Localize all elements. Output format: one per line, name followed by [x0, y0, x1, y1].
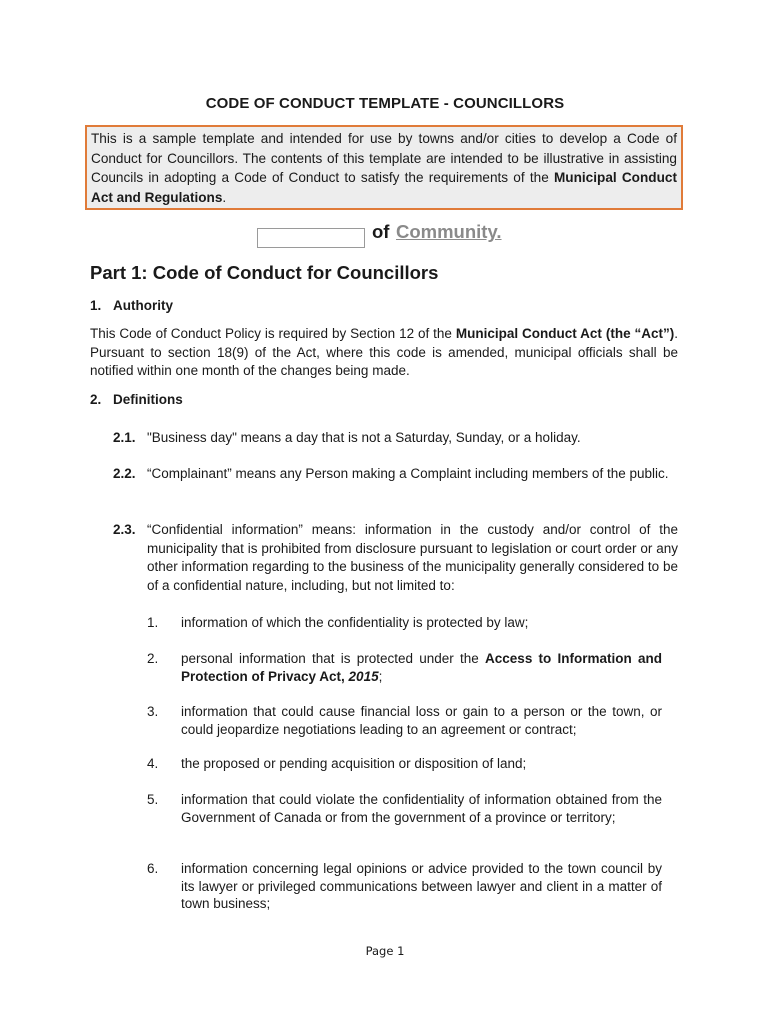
community-link[interactable]: Community.	[396, 221, 502, 242]
section-title: Authority	[113, 298, 173, 313]
authority-text-end: . Pursuant to section 18(9) of the Act, where this code is amended, municipal officials shall be notified within one month of the changes being made.	[90, 326, 678, 378]
list-text-end: ;	[378, 668, 383, 684]
privacy-act-year: 2015	[348, 668, 379, 684]
section-number: 1.	[90, 298, 102, 313]
section-heading-definitions	[90, 392, 183, 407]
list-item	[147, 614, 662, 632]
list-item	[147, 791, 662, 826]
privacy-act-name: Access to Information and Protection of Privacy Act,	[181, 651, 662, 684]
community-row	[0, 218, 770, 250]
list-item	[147, 860, 662, 913]
notice-act-name: Municipal Conduct Act and Regulations	[91, 170, 677, 205]
authority-act-name: Municipal Conduct Act (the “Act”)	[455, 326, 675, 341]
list-item	[147, 703, 662, 738]
template-notice	[85, 125, 683, 210]
definition-text: "Business day" means a day that is not a Saturday, Sunday, or a holiday.	[147, 430, 581, 445]
of-label: of	[372, 221, 390, 242]
definition-text: “Confidential information” means: information in the custody and/or control of the municipality that is prohibited from disclosure pursuant to legislation or court order or any other information regarding to the business of the municipality generally considered to be of a confidential nature, including, but not limited to:	[147, 522, 678, 593]
list-text: information that could cause financial loss or gain to a person or the town, or could jeopardize negotiations leading to an agreement or contract;	[181, 704, 662, 737]
list-number: 4.	[147, 756, 159, 771]
definition-number: 2.2.	[113, 466, 136, 481]
definition-item	[113, 429, 678, 448]
authority-paragraph	[90, 325, 678, 381]
list-number: 1.	[147, 615, 159, 630]
part-heading: Part 1: Code of Conduct for Councillors	[90, 262, 439, 283]
list-text-wrap	[181, 650, 662, 685]
list-text: the proposed or pending acquisition or disposition of land;	[181, 756, 527, 771]
list-item	[147, 650, 662, 685]
definition-text: “Complainant” means any Person making a Complaint including members of the public.	[147, 466, 669, 481]
section-title: Definitions	[113, 392, 183, 407]
authority-text: This Code of Conduct Policy is required by Section 12 of the	[90, 326, 456, 341]
list-text: personal information that is protected under the	[181, 651, 486, 666]
page-number: Page 1	[365, 944, 405, 958]
list-number: 2.	[147, 651, 159, 666]
definition-item	[113, 521, 678, 595]
list-number: 5.	[147, 792, 159, 807]
section-heading-authority	[90, 298, 173, 313]
notice-end: .	[222, 189, 227, 205]
town-name-input[interactable]	[257, 228, 365, 248]
section-number: 2.	[90, 392, 102, 407]
document-title: CODE OF CONDUCT TEMPLATE - COUNCILLORS	[205, 95, 565, 112]
list-number: 6.	[147, 861, 159, 876]
list-text: information of which the confidentiality is protected by law;	[181, 615, 529, 630]
list-text: information that could violate the confidentiality of information obtained from the Government of Canada or from the government of a province or territory;	[181, 792, 662, 825]
list-item	[147, 755, 662, 773]
notice-text: This is a sample template and intended for use by towns and/or cities to develop a Code of Conduct for Councillors. The contents of this template are intended to be illustrative in assisting Councils in adopting a Code of Conduct to satisfy the requirements of the	[91, 131, 677, 185]
definition-number: 2.1.	[113, 430, 136, 445]
list-number: 3.	[147, 704, 159, 719]
list-text: information concerning legal opinions or advice provided to the town council by its lawyer or privileged communications between lawyer and client in a matter of town business;	[181, 861, 662, 911]
definition-number: 2.3.	[113, 522, 136, 537]
definition-item	[113, 465, 678, 484]
